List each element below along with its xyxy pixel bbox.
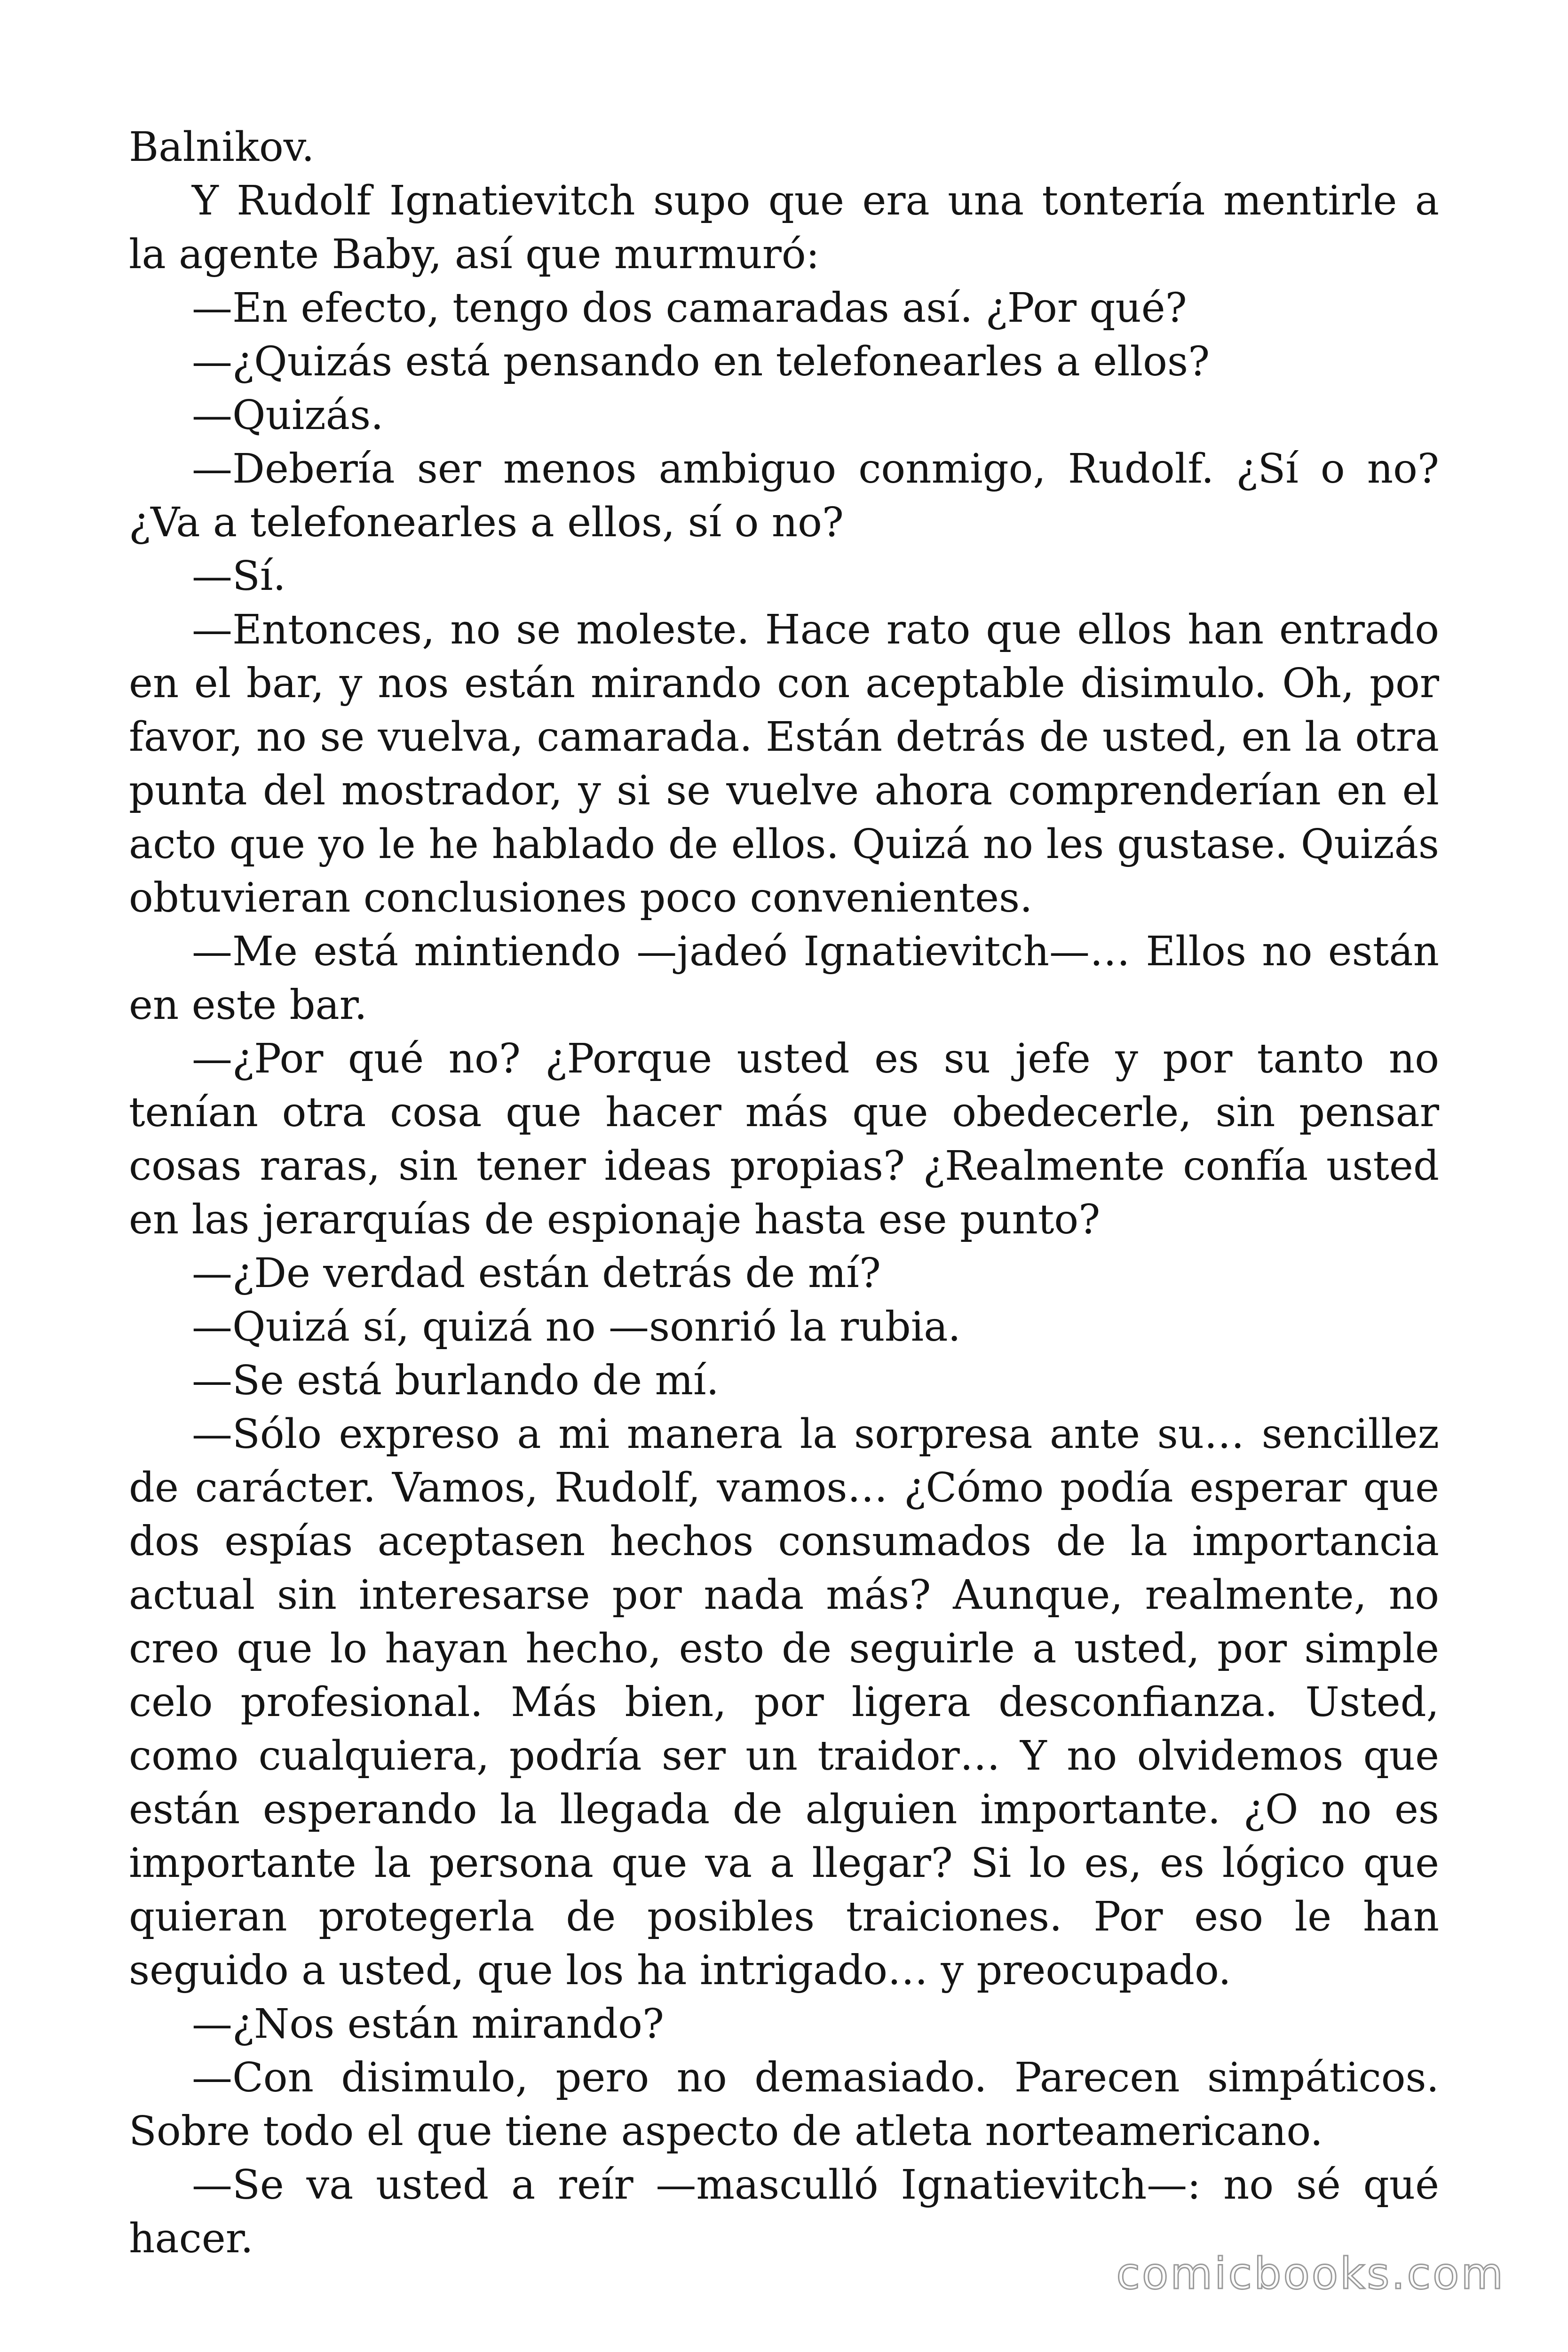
page-body-text (129, 120, 1439, 2265)
paragraph: —Se está burlando de mí. (192, 1357, 719, 1404)
paragraph: Y Rudolf Ignatievitch supo que era una tontería mentirle a la agente Baby, así que murmuró: (129, 177, 1439, 278)
paragraph: —Quizá sí, quizá no —sonrió la rubia. (192, 1303, 961, 1351)
paragraph: —Me está mintiendo —jadeó Ignatievitch—… Ellos no están en este bar. (129, 928, 1439, 1029)
paragraph: —Sí. (192, 553, 286, 600)
paragraph: —En efecto, tengo dos camaradas así. ¿Por qué? (192, 285, 1187, 332)
paragraph: —Sólo expreso a mi manera la sorpresa ante su… sencillez de carácter. Vamos, Rudolf, vamos… ¿Cómo podía esperar que dos espías aceptasen hechos consumados de la importancia actual sin interesarse por nada más? Aunque, realmente, no creo que lo hayan hecho, esto de seguirle a usted, por simple celo profesional. Más bien, por ligera desconfianza. Usted, como cualquiera, podría ser un traidor… Y no olvidemos que están esperando la llegada de alguien importante. ¿O no es importante la persona que va a llegar? Si lo es, es lógico que quieran protegerla de posibles traiciones. Por eso le han seguido a usted, que los ha intrigado… y preocupado. (129, 1411, 1439, 1994)
paragraph: —Quizás. (192, 392, 384, 439)
paragraph: —Debería ser menos ambiguo conmigo, Rudolf. ¿Sí o no? ¿Va a telefonearles a ellos, sí o no? (129, 445, 1439, 546)
paragraph: —¿Por qué no? ¿Porque usted es su jefe y por tanto no tenían otra cosa que hacer más que obedecerle, sin pensar cosas raras, sin tener ideas propias? ¿Realmente confía usted en las jerarquías de espionaje hasta ese punto? (129, 1035, 1439, 1243)
paragraph-continuation: Balnikov. (129, 124, 315, 171)
paragraph: —Entonces, no se moleste. Hace rato que ellos han entrado en el bar, y nos están mirando con aceptable disimulo. Oh, por favor, no se vuelva, camarada. Están detrás de usted, en la otra punta del mostrador, y si se vuelve ahora comprenderían en el acto que yo le he hablado de ellos. Quizá no les gustase. Quizás obtuvieran conclusiones poco convenientes. (129, 606, 1439, 922)
paragraph: —Con disimulo, pero no demasiado. Parecen simpáticos. Sobre todo el que tiene aspecto de atleta norteamericano. (129, 2054, 1439, 2155)
paragraph: —¿Nos están mirando? (192, 2001, 664, 2048)
paragraph: —¿Quizás está pensando en telefonearles a ellos? (192, 338, 1210, 385)
paragraph: —Se va usted a reír —masculló Ignatievitch—: no sé qué hacer. (129, 2161, 1439, 2262)
paragraph: —¿De verdad están detrás de mí? (192, 1250, 881, 1297)
watermark: comicbooks.com (1116, 2249, 1505, 2299)
